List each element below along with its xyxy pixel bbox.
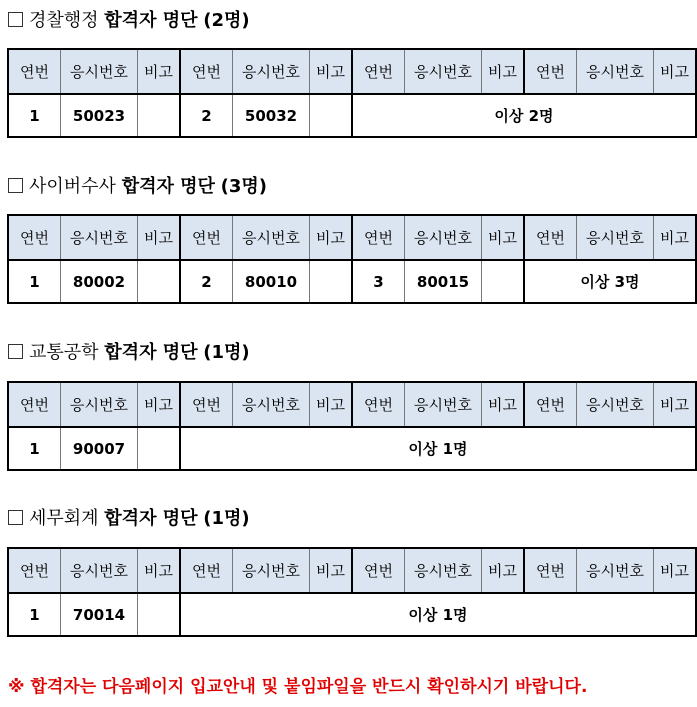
col-no: 연번 bbox=[352, 548, 405, 593]
title-bold: 합격자 명단 bbox=[104, 508, 198, 529]
row-no: 2 bbox=[180, 260, 233, 303]
col-no: 연번 bbox=[180, 49, 233, 94]
col-note: 비고 bbox=[654, 548, 697, 593]
row-no: 1 bbox=[8, 427, 61, 470]
row-no: 1 bbox=[8, 94, 61, 137]
row-no: 3 bbox=[352, 260, 405, 303]
row-no: 1 bbox=[8, 260, 61, 303]
roster-table-1 bbox=[7, 214, 697, 304]
note-cell bbox=[482, 260, 525, 303]
col-exam-no: 응시번호 bbox=[61, 548, 138, 593]
col-exam-no: 응시번호 bbox=[61, 382, 138, 427]
checkbox-icon bbox=[8, 344, 23, 359]
note-cell bbox=[138, 427, 181, 470]
exam-number: 80010 bbox=[233, 260, 310, 303]
col-no: 연번 bbox=[180, 548, 233, 593]
col-note: 비고 bbox=[654, 49, 697, 94]
col-no: 연번 bbox=[352, 215, 405, 260]
title-bold: 합격자 명단 bbox=[121, 176, 215, 197]
col-exam-no: 응시번호 bbox=[233, 382, 310, 427]
section-title-3 bbox=[8, 504, 250, 530]
col-note: 비고 bbox=[482, 382, 525, 427]
col-no: 연번 bbox=[180, 215, 233, 260]
row-no: 1 bbox=[8, 593, 61, 636]
department-name: 경찰행정 bbox=[29, 10, 99, 31]
checkbox-icon bbox=[8, 178, 23, 193]
pass-count: (1명) bbox=[203, 508, 250, 529]
exam-number: 80002 bbox=[61, 260, 138, 303]
col-note: 비고 bbox=[654, 382, 697, 427]
note-cell bbox=[138, 260, 181, 303]
pass-count: (1명) bbox=[203, 342, 250, 363]
table-row bbox=[8, 94, 696, 137]
roster-table-2 bbox=[7, 381, 697, 471]
col-note: 비고 bbox=[482, 49, 525, 94]
note-cell bbox=[310, 94, 353, 137]
col-note: 비고 bbox=[310, 548, 353, 593]
table-header-row bbox=[8, 49, 696, 94]
col-exam-no: 응시번호 bbox=[405, 49, 482, 94]
col-exam-no: 응시번호 bbox=[233, 215, 310, 260]
col-no: 연번 bbox=[8, 548, 61, 593]
col-note: 비고 bbox=[138, 382, 181, 427]
table-header-row bbox=[8, 215, 696, 260]
notice-text: ※ 합격자는 다음페이지 입교안내 및 붙임파일을 반드시 확인하시기 바랍니다. bbox=[8, 677, 588, 697]
exam-number: 70014 bbox=[61, 593, 138, 636]
summary-cell: 이상 2명 bbox=[352, 94, 696, 137]
col-exam-no: 응시번호 bbox=[233, 49, 310, 94]
roster-table-0 bbox=[7, 48, 697, 138]
col-exam-no: 응시번호 bbox=[577, 215, 654, 260]
exam-number: 50023 bbox=[61, 94, 138, 137]
section-title-1 bbox=[8, 172, 267, 198]
col-note: 비고 bbox=[482, 548, 525, 593]
checkbox-icon bbox=[8, 510, 23, 525]
section-title-0 bbox=[8, 6, 250, 32]
exam-number: 90007 bbox=[61, 427, 138, 470]
title-bold: 합격자 명단 bbox=[104, 10, 198, 31]
col-no: 연번 bbox=[524, 215, 577, 260]
department-name: 사이버수사 bbox=[29, 176, 116, 197]
col-exam-no: 응시번호 bbox=[233, 548, 310, 593]
department-name: 교통공학 bbox=[29, 342, 99, 363]
col-no: 연번 bbox=[352, 382, 405, 427]
exam-number: 80015 bbox=[405, 260, 482, 303]
title-bold: 합격자 명단 bbox=[104, 342, 198, 363]
col-no: 연번 bbox=[524, 382, 577, 427]
table-row bbox=[8, 593, 696, 636]
col-note: 비고 bbox=[138, 215, 181, 260]
summary-cell: 이상 3명 bbox=[524, 260, 696, 303]
col-exam-no: 응시번호 bbox=[61, 215, 138, 260]
col-note: 비고 bbox=[310, 49, 353, 94]
col-note: 비고 bbox=[138, 548, 181, 593]
section-title-2 bbox=[8, 338, 250, 364]
col-no: 연번 bbox=[524, 49, 577, 94]
note-cell bbox=[138, 593, 181, 636]
pass-count: (3명) bbox=[220, 176, 268, 197]
col-note: 비고 bbox=[138, 49, 181, 94]
col-no: 연번 bbox=[524, 548, 577, 593]
roster-table-3 bbox=[7, 547, 697, 637]
col-note: 비고 bbox=[310, 382, 353, 427]
table-header-row bbox=[8, 548, 696, 593]
col-exam-no: 응시번호 bbox=[577, 49, 654, 94]
exam-number: 50032 bbox=[233, 94, 310, 137]
row-no: 2 bbox=[180, 94, 233, 137]
col-exam-no: 응시번호 bbox=[405, 548, 482, 593]
summary-cell: 이상 1명 bbox=[180, 427, 696, 470]
col-no: 연번 bbox=[180, 382, 233, 427]
col-no: 연번 bbox=[8, 49, 61, 94]
col-exam-no: 응시번호 bbox=[61, 49, 138, 94]
col-exam-no: 응시번호 bbox=[577, 382, 654, 427]
col-note: 비고 bbox=[654, 215, 697, 260]
col-exam-no: 응시번호 bbox=[405, 215, 482, 260]
table-header-row bbox=[8, 382, 696, 427]
note-cell bbox=[310, 260, 353, 303]
col-note: 비고 bbox=[482, 215, 525, 260]
table-row bbox=[8, 427, 696, 470]
checkbox-icon bbox=[8, 12, 23, 27]
col-note: 비고 bbox=[310, 215, 353, 260]
col-no: 연번 bbox=[352, 49, 405, 94]
note-cell bbox=[138, 94, 181, 137]
table-row bbox=[8, 260, 696, 303]
col-no: 연번 bbox=[8, 382, 61, 427]
col-exam-no: 응시번호 bbox=[577, 548, 654, 593]
col-exam-no: 응시번호 bbox=[405, 382, 482, 427]
pass-count: (2명) bbox=[203, 10, 250, 31]
col-no: 연번 bbox=[8, 215, 61, 260]
summary-cell: 이상 1명 bbox=[180, 593, 696, 636]
department-name: 세무회계 bbox=[29, 508, 99, 529]
